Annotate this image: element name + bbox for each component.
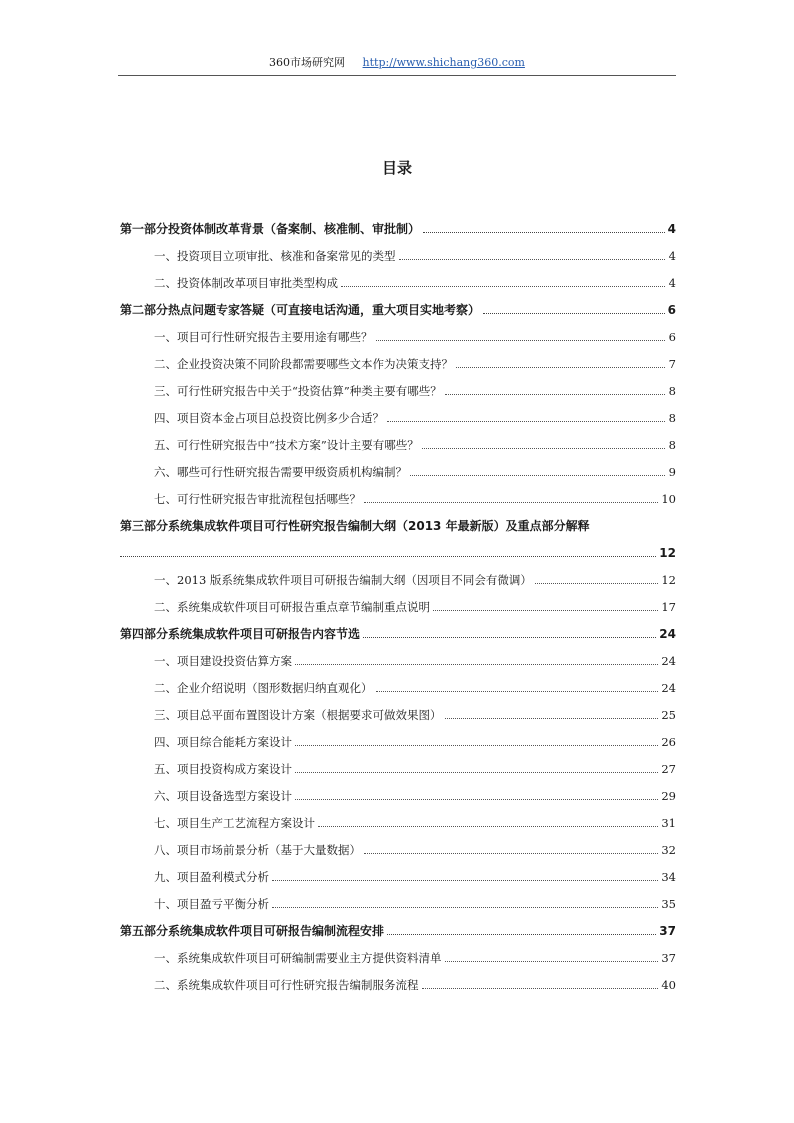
- toc-entry-page: 25: [661, 708, 676, 722]
- toc-dot-leader: [295, 772, 658, 773]
- toc-dot-leader: [445, 394, 665, 395]
- toc-entry-level2[interactable]: [120, 265, 676, 292]
- toc-entry-level2[interactable]: [120, 886, 676, 913]
- toc-entry-label: 二、企业投资决策不同阶段都需要哪些文本作为决策支持？: [154, 357, 453, 371]
- toc-entry-label: 七、项目生产工艺流程方案设计: [154, 816, 315, 830]
- toc-entry-page: 24: [661, 654, 676, 668]
- toc-entry-level2[interactable]: [120, 373, 676, 400]
- toc-entry-level2[interactable]: [120, 346, 676, 373]
- toc-entry-page: 37: [661, 951, 676, 965]
- toc-entry-label: 二、系统集成软件项目可行性研究报告编制服务流程: [154, 978, 419, 992]
- toc-entry-page: 10: [661, 492, 676, 506]
- toc-entry-level1-continuation[interactable]: [120, 535, 676, 562]
- toc-entry-page: 27: [661, 762, 676, 776]
- toc-entry-page: 32: [661, 843, 676, 857]
- toc-dot-leader: [364, 502, 658, 503]
- page-header: [118, 55, 676, 76]
- toc-dot-leader: [410, 475, 665, 476]
- toc-dot-leader: [318, 826, 658, 827]
- toc-dot-leader: [363, 637, 656, 638]
- toc-dot-leader: [445, 961, 659, 962]
- toc-dot-leader: [341, 286, 665, 287]
- toc-dot-leader: [456, 367, 665, 368]
- toc-dot-leader: [295, 799, 658, 800]
- toc-entry-level2[interactable]: [120, 670, 676, 697]
- toc-entry-page: 4: [667, 222, 676, 236]
- toc-dot-leader: [399, 259, 666, 260]
- toc-entry-page: 26: [661, 735, 676, 749]
- toc-dot-leader: [445, 718, 659, 719]
- toc-dot-leader: [364, 853, 658, 854]
- toc-dot-leader: [295, 745, 658, 746]
- toc-entry-page: 37: [659, 924, 676, 938]
- toc-entry-level2[interactable]: [120, 697, 676, 724]
- toc-entry-page: 6: [668, 330, 676, 344]
- toc-entry-page: 8: [668, 411, 676, 425]
- toc-entry-level2[interactable]: [120, 589, 676, 616]
- toc-entry-label: 五、项目投资构成方案设计: [154, 762, 292, 776]
- toc-entry-label: 二、系统集成软件项目可研报告重点章节编制重点说明: [154, 600, 430, 614]
- toc-dot-leader: [272, 880, 658, 881]
- table-of-contents: [120, 211, 676, 994]
- toc-entry-label: 三、项目总平面布置图设计方案（根据要求可做效果图）: [154, 708, 442, 722]
- toc-dot-leader: [423, 232, 665, 233]
- toc-entry-label: 第五部分系统集成软件项目可研报告编制流程安排: [120, 924, 385, 938]
- toc-entry-level2[interactable]: [120, 238, 676, 265]
- toc-entry-label: 一、系统集成软件项目可研编制需要业主方提供资料清单: [154, 951, 442, 965]
- toc-entry-page: 24: [661, 681, 676, 695]
- toc-entry-page: 17: [661, 600, 676, 614]
- toc-entry-page: 9: [668, 465, 676, 479]
- toc-entry-page: 8: [668, 384, 676, 398]
- toc-entry-page: 12: [659, 546, 676, 560]
- toc-entry-level1[interactable]: [120, 616, 676, 643]
- toc-entry-level2[interactable]: [120, 562, 676, 589]
- toc-entry-page: 40: [661, 978, 676, 992]
- toc-entry-page: 12: [661, 573, 676, 587]
- header-url-link[interactable]: http://www.shichang360.com: [362, 56, 525, 69]
- toc-dot-leader: [422, 988, 659, 989]
- toc-entry-level2[interactable]: [120, 967, 676, 994]
- toc-entry-label: 六、项目设备选型方案设计: [154, 789, 292, 803]
- toc-entry-level2[interactable]: [120, 940, 676, 967]
- toc-entry-label: 八、项目市场前景分析（基于大量数据）: [154, 843, 361, 857]
- toc-entry-page: 7: [668, 357, 676, 371]
- toc-entry-level2[interactable]: [120, 832, 676, 859]
- toc-dot-leader: [535, 583, 658, 584]
- toc-entry-page: 4: [668, 249, 676, 263]
- toc-entry-label: 四、项目综合能耗方案设计: [154, 735, 292, 749]
- toc-entry-level2[interactable]: [120, 643, 676, 670]
- toc-entry-level2[interactable]: [120, 319, 676, 346]
- toc-dot-leader: [272, 907, 658, 908]
- toc-entry-label: 第三部分系统集成软件项目可行性研究报告编制大纲（2013 年最新版）及重点部分解释: [120, 519, 590, 533]
- toc-dot-leader: [376, 691, 659, 692]
- toc-entry-level2[interactable]: [120, 778, 676, 805]
- toc-entry-level2[interactable]: [120, 481, 676, 508]
- toc-entry-level1[interactable]: [120, 913, 676, 940]
- toc-entry-label: 九、项目盈利模式分析: [154, 870, 269, 884]
- toc-entry-label: 五、可行性研究报告中“技术方案”设计主要有哪些？: [154, 438, 419, 452]
- toc-entry-label: 第一部分投资体制改革背景（备案制、核准制、审批制）: [120, 222, 421, 236]
- toc-entry-level2[interactable]: [120, 805, 676, 832]
- toc-dot-leader: [295, 664, 658, 665]
- toc-entry-label: 六、哪些可行性研究报告需要甲级资质机构编制？: [154, 465, 407, 479]
- toc-entry-level1[interactable]: [120, 211, 676, 238]
- toc-entry-label: 三、可行性研究报告中关于“投资估算”种类主要有哪些？: [154, 384, 442, 398]
- toc-dot-leader: [433, 610, 658, 611]
- toc-dot-leader: [422, 448, 665, 449]
- toc-entry-label: 七、可行性研究报告审批流程包括哪些？: [154, 492, 361, 506]
- toc-entry-label: 一、项目建设投资估算方案: [154, 654, 292, 668]
- toc-entry-level2[interactable]: [120, 427, 676, 454]
- toc-entry-level2[interactable]: [120, 724, 676, 751]
- toc-title: 目录: [381, 159, 412, 177]
- toc-entry-label: 一、2013 版系统集成软件项目可研报告编制大纲（因项目不同会有微调）: [154, 573, 532, 587]
- toc-entry-page: 24: [659, 627, 676, 641]
- toc-entry-page: 31: [661, 816, 676, 830]
- toc-entry-page: 6: [667, 303, 676, 317]
- toc-entry-level1[interactable]: [120, 292, 676, 319]
- toc-entry-level2[interactable]: [120, 400, 676, 427]
- toc-entry-label: 二、企业介绍说明（图形数据归纳直观化）: [154, 681, 373, 695]
- toc-entry-page: 35: [661, 897, 676, 911]
- toc-entry-label: 一、投资项目立项审批、核准和备案常见的类型: [154, 249, 396, 263]
- toc-entry-level1[interactable]: [120, 508, 676, 535]
- toc-dot-leader: [387, 934, 656, 935]
- toc-dot-leader: [483, 313, 665, 314]
- toc-entry-label: 十、项目盈亏平衡分析: [154, 897, 269, 911]
- toc-entry-page: 8: [668, 438, 676, 452]
- toc-entry-page: 34: [661, 870, 676, 884]
- header-site-name: 360市场研究网: [269, 56, 346, 69]
- toc-entry-level2[interactable]: [120, 454, 676, 481]
- toc-entry-label: 四、项目资本金占项目总投资比例多少合适？: [154, 411, 384, 425]
- toc-dot-leader: [120, 556, 656, 557]
- toc-entry-label: 第二部分热点问题专家答疑（可直接电话沟通，重大项目实地考察）: [120, 303, 481, 317]
- toc-entry-label: 二、投资体制改革项目审批类型构成: [154, 276, 338, 290]
- toc-dot-leader: [387, 421, 665, 422]
- toc-entry-label: 一、项目可行性研究报告主要用途有哪些？: [154, 330, 373, 344]
- toc-entry-page: 4: [668, 276, 676, 290]
- toc-dot-leader: [376, 340, 666, 341]
- toc-entry-label: 第四部分系统集成软件项目可研报告内容节选: [120, 627, 361, 641]
- toc-entry-page: 29: [661, 789, 676, 803]
- toc-entry-level2[interactable]: [120, 751, 676, 778]
- toc-entry-level2[interactable]: [120, 859, 676, 886]
